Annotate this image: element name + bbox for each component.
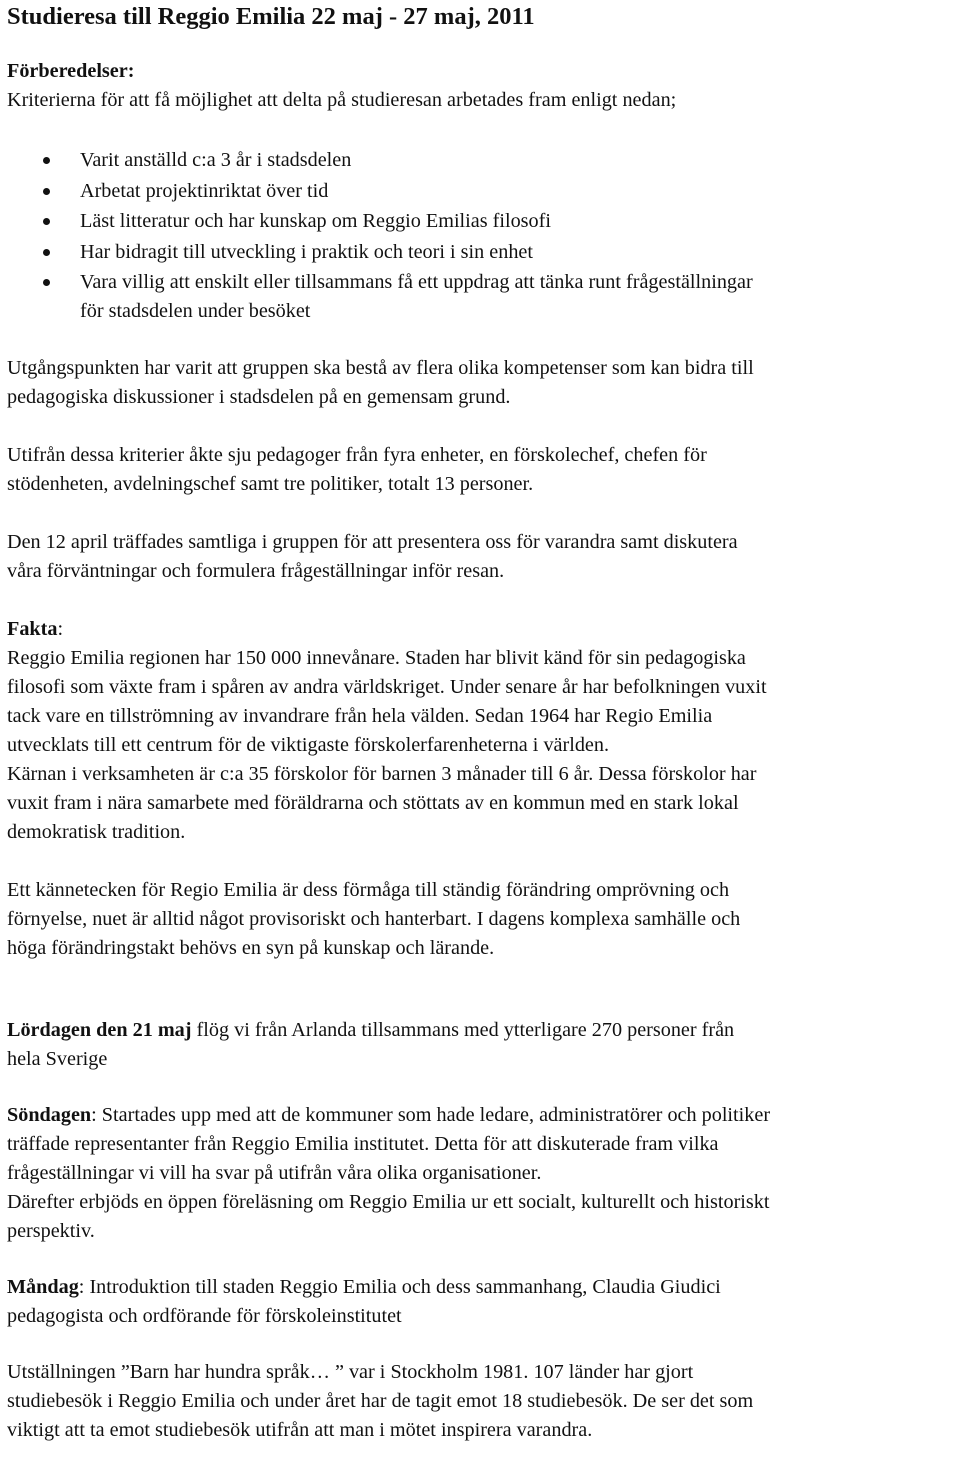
sunday-label: Söndagen [7, 1104, 92, 1126]
bullet-icon [43, 279, 50, 286]
prep-heading: Förberedelser: [7, 60, 135, 82]
page-title: Studieresa till Reggio Emilia 22 maj - 27 maj, 2011 [7, 3, 535, 30]
saturday-entry: Lördagen den 21 maj flög vi från Arlanda tillsammans med ytterligare 270 personer från hela Sverige [7, 1019, 735, 1070]
paragraph-meeting: Den 12 april träffades samtliga i gruppen för att presentera oss för varandra samt diskutera våra förväntningar och formulera frågeställningar inför resan. [7, 531, 738, 582]
list-item: Arbetat projektinriktat över tid [7, 176, 954, 207]
bullet-icon [43, 218, 50, 225]
criteria-list [7, 145, 954, 326]
list-item: Har bidragit till utveckling i praktik och teori i sin enhet [7, 237, 954, 268]
sunday-entry: Söndagen: Startades upp med att de kommuner som hade ledare, administratörer och politiker träffade representanter från Reggio Emilia institutet. Detta för att diskuterade fram vilka frågeställningar vi vill ha svar på utifrån våra olika organisationer. Därefter erbjöds en öppen föreläsning om Reggio Emilia ur ett socialt, kulturellt och historiskt perspektiv. [7, 1104, 771, 1242]
list-item: Vara villig att enskilt eller tillsammans få ett uppdrag att tänka runt frågeställningar [7, 267, 954, 298]
prep-intro: Kriterierna för att få möjlighet att delta på studieresan arbetades fram enligt nedan; [7, 89, 677, 111]
paragraph-exhibition: Utställningen ”Barn har hundra språk… ” var i Stockholm 1981. 107 länder har gjort studiebesök i Reggio Emilia och under året har de tagit emot 18 studiebesök. De ser det som viktigt att ta emot studiebesök utifrån att man i mötet inspirera varandra. [7, 1361, 754, 1441]
paragraph-characteristic: Ett kännetecken för Regio Emilia är dess förmåga till ständig förändring omprövning och förnyelse, nuet är alltid något provisoriskt och hanterbart. I dagens komplexa samhälle och höga förändringstakt behövs en syn på kunskap och lärande. [7, 879, 741, 959]
fakta-heading: Fakta: [7, 618, 64, 640]
monday-label: Måndag [7, 1276, 79, 1298]
list-item-continuation: för stadsdelen under besöket [80, 299, 311, 322]
paragraph-starting-point: Utgångspunkten har varit att gruppen ska bestå av flera olika kompetenser som kan bidra till pedagogiska diskussioner i stadsdelen på en gemensam grund. [7, 357, 754, 408]
saturday-label: Lördagen den 21 maj [7, 1019, 192, 1041]
monday-entry: Måndag: Introduktion till staden Reggio Emilia och dess sammanhang, Claudia Giudici pedagogista och ordförande för förskoleinstitutet [7, 1276, 721, 1327]
paragraph-participants: Utifrån dessa kriterier åkte sju pedagoger från fyra enheter, en förskolechef, chefen för stödenheten, avdelningschef samt tre politiker, totalt 13 personer. [7, 444, 707, 495]
bullet-icon [43, 157, 50, 164]
bullet-icon [43, 188, 50, 195]
bullet-icon [43, 249, 50, 256]
document-page [0, 3, 960, 1445]
list-item: Varit anställd c:a 3 år i stadsdelen [7, 145, 954, 176]
fakta-section: Fakta: Reggio Emilia regionen har 150 000 innevånare. Staden har blivit känd för sin pedagogiska filosofi som växte fram i spåren av andra världskriget. Under senare år har befolkningen vuxit tack vare en tillströmning av invandrare från hela välden. Sedan 1964 har Regio Emilia utvecklats till ett centrum för de viktigaste förskolerfarenheterna i världen. Kärnan i verksamheten är c:a 35 förskolor för barnen 3 månader till 6 år. Dessa förskolor har vuxit fram i nära samarbete med föräldrarna och stöttats av en kommun med en stark lokal demokratisk tradition. [7, 615, 954, 847]
list-item: Läst litteratur och har kunskap om Reggio Emilias filosofi [7, 206, 954, 237]
